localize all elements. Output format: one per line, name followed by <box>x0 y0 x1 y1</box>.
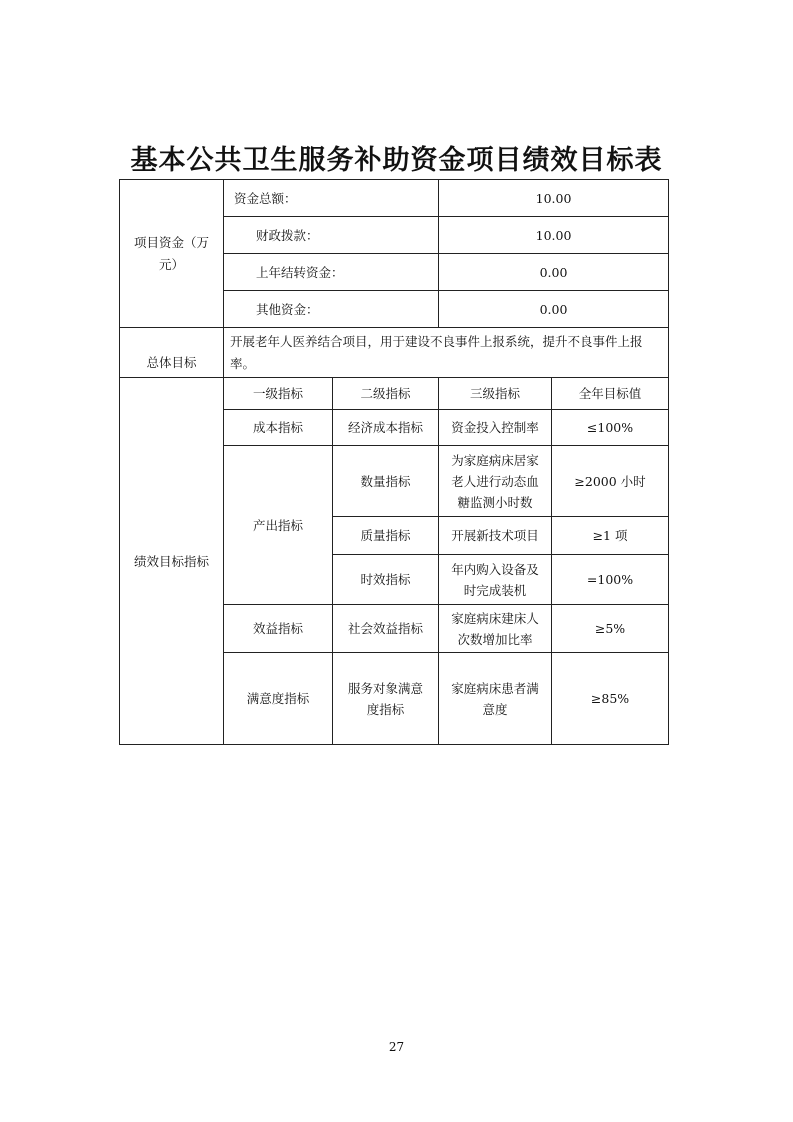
output-l2: 质量指标 <box>333 517 439 555</box>
output-value: ≥2000 小时 <box>552 446 669 517</box>
benefit-l1: 效益指标 <box>224 605 333 653</box>
header-cell: 全年目标值 <box>552 378 669 410</box>
header-cell: 二级指标 <box>333 378 439 410</box>
output-value: =100% <box>552 555 669 605</box>
benefit-l3: 家庭病床建床人次数增加比率 <box>439 605 552 653</box>
output-l3: 为家庭病床居家老人进行动态血糖监测小时数 <box>439 446 552 517</box>
benefit-l2: 社会效益指标 <box>333 605 439 653</box>
output-l2: 时效指标 <box>333 555 439 605</box>
funds-row-name: 财政拨款： <box>224 217 439 254</box>
overall-label: 总体目标 <box>120 328 224 378</box>
header-cell: 一级指标 <box>224 378 333 410</box>
satisfaction-l3: 家庭病床患者满意度 <box>439 653 552 745</box>
funds-row-value: 10.00 <box>439 217 669 254</box>
funds-row-name: 上年结转资金： <box>224 254 439 291</box>
output-l3: 年内购入设备及时完成装机 <box>439 555 552 605</box>
output-l1: 产出指标 <box>224 446 333 605</box>
performance-label: 绩效目标指标 <box>120 378 224 745</box>
performance-target-table <box>119 179 669 745</box>
funds-row-name: 其他资金： <box>224 291 439 328</box>
funds-row-name: 资金总额： <box>224 180 439 217</box>
cost-l3: 资金投入控制率 <box>439 410 552 446</box>
satisfaction-l1: 满意度指标 <box>224 653 333 745</box>
satisfaction-value: ≥85% <box>552 653 669 745</box>
cost-l1: 成本指标 <box>224 410 333 446</box>
output-l2: 数量指标 <box>333 446 439 517</box>
benefit-value: ≥5% <box>552 605 669 653</box>
satisfaction-l2: 服务对象满意度指标 <box>333 653 439 745</box>
page-title: 基本公共卫生服务补助资金项目绩效目标表 <box>130 145 663 176</box>
overall-text: 开展老年人医养结合项目，用于建设不良事件上报系统，提升不良事件上报率。 <box>224 328 669 378</box>
funds-row-value: 0.00 <box>439 254 669 291</box>
funds-row-value: 0.00 <box>439 291 669 328</box>
header-cell: 三级指标 <box>439 378 552 410</box>
cost-l2: 经济成本指标 <box>333 410 439 446</box>
page-number: 27 <box>388 1040 405 1054</box>
output-l3: 开展新技术项目 <box>439 517 552 555</box>
funds-label: 项目资金（万元） <box>120 180 224 328</box>
funds-row-value: 10.00 <box>439 180 669 217</box>
cost-value: ≤100% <box>552 410 669 446</box>
output-value: ≥1 项 <box>552 517 669 555</box>
